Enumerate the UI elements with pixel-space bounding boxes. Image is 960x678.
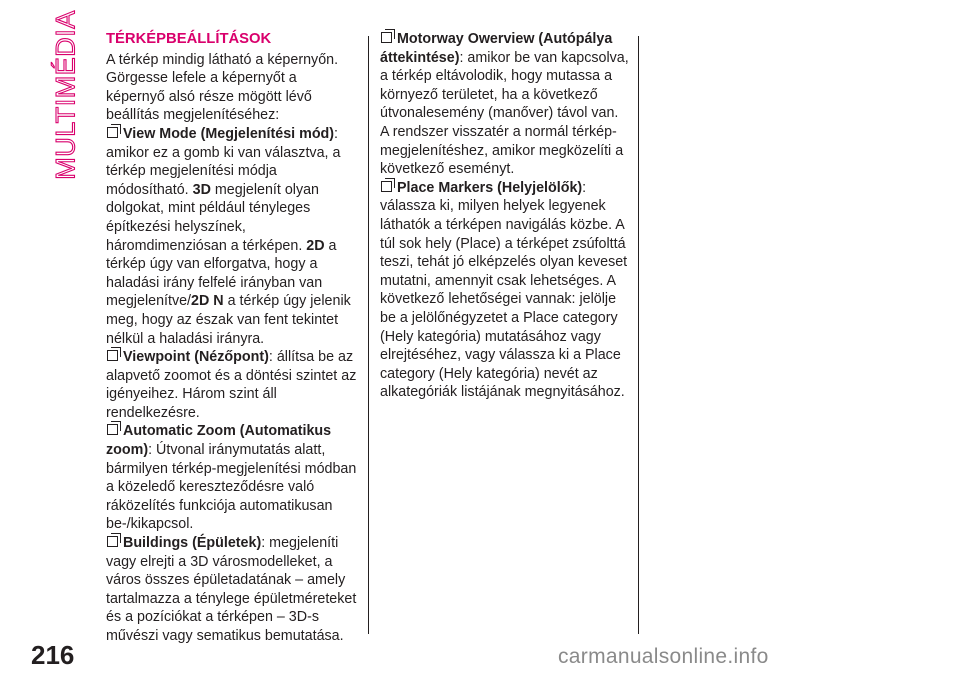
item-title: Motorway Owerview (Autópálya áttekintése) — [380, 31, 613, 66]
item-text: megjelenít olyan dolgokat, mint például tényleges építkezési helyszínek, háromdimenziósan a térképen. — [106, 181, 320, 254]
keyword-3d: 3D — [192, 181, 211, 198]
section-heading: TÉRKÉPBEÁLLÍTÁSOK — [106, 31, 272, 47]
checkbox-bullet-icon — [107, 424, 118, 435]
keyword-2d: 2D — [306, 237, 325, 254]
column-divider-right — [638, 36, 639, 634]
list-item-buildings — [106, 534, 358, 646]
item-text: : megjeleníti vagy elrejti a 3D városmodelleket, a város összes épületadatának – amely tartalmazza a ténylege épületméreteket és a pozíciókat a térképen – 3D-s művészi vagy sematikus bemutatása. — [106, 535, 357, 644]
item-text: : amikor ez a gomb ki van választva, a térkép megjelenítési módja módosítható. — [106, 125, 341, 198]
item-title: Automatic Zoom (Automatikus zoom) — [106, 423, 332, 459]
list-item-automatic-zoom — [106, 422, 358, 534]
column-divider-left — [368, 36, 369, 634]
list-item-motorway-overview — [380, 30, 630, 179]
checkbox-bullet-icon — [381, 32, 392, 43]
list-item-place-markers — [380, 179, 630, 402]
page-number: 216 — [31, 640, 75, 670]
text-column-2 — [380, 30, 630, 402]
section-tab-label: MULTIMÉDIA — [50, 10, 81, 180]
intro-paragraph: A térkép mindig látható a képernyőn. Görgesse lefele a képernyőt a képernyő alsó része mögött lévő beállítás megjelenítéséhez: — [106, 51, 339, 124]
watermark: carmanualsonline.info — [558, 645, 769, 668]
item-title: Place Markers (Helyjelölők) — [397, 179, 583, 196]
item-text: : válassza ki, milyen helyek legyenek láthatók a térképen navigálás közbe. A túl sok hely (Place) a térképet zsúfolttá teszi, tehát jó elképzelés olyan keveset mutatni, amennyit csak lehetséges. A következő lehetőségei vannak: jelölje be a jelölőnégyzetet a Place category (Hely kategória) mutatásához vagy elrejtéséhez, vagy válassza ki a Place category (Hely kategória) nevét az alkategóriák listájának megnyitásához. — [380, 179, 628, 401]
checkbox-bullet-icon — [107, 127, 118, 138]
item-title: View Mode (Megjelenítési mód) — [123, 125, 335, 142]
checkbox-bullet-icon — [107, 350, 118, 361]
item-text: : amikor be van kapcsolva, a térkép eltávolodik, hogy mutassa a környező területet, ha a következő útvonalesemény (manőver) távol van. A rendszer visszatér a normál térkép-megjelenítéshez, amikor megközelíti a következő eseményt. — [380, 49, 629, 178]
item-text: : állítsa be az alapvető zoomot és a döntési szintet az igényeihez. Három szint áll rendelkezésre. — [106, 349, 357, 421]
list-item-viewpoint — [106, 348, 358, 422]
item-text: a térkép úgy jelenik meg, hogy az észak van fent tekintet nélkül a haladási irányra. — [106, 293, 351, 347]
item-title: Viewpoint (Nézőpont) — [123, 349, 269, 366]
item-text: : Útvonal iránymutatás alatt, bármilyen térkép-megjelenítési módban a közeledő kereszteződésre való ráközelítés funkciója automatikusan be-/kikapcsol. — [106, 442, 357, 533]
checkbox-bullet-icon — [381, 181, 392, 192]
checkbox-bullet-icon — [107, 536, 118, 547]
keyword-2d-n: 2D N — [191, 293, 224, 310]
section-tab — [46, 10, 86, 180]
text-column-1 — [106, 30, 358, 646]
item-text: a térkép úgy van elforgatva, hogy a haladási irány felfelé irányban van megjelenítve/ — [106, 237, 337, 310]
list-item-view-mode — [106, 125, 358, 348]
item-title: Buildings (Épületek) — [123, 535, 262, 552]
